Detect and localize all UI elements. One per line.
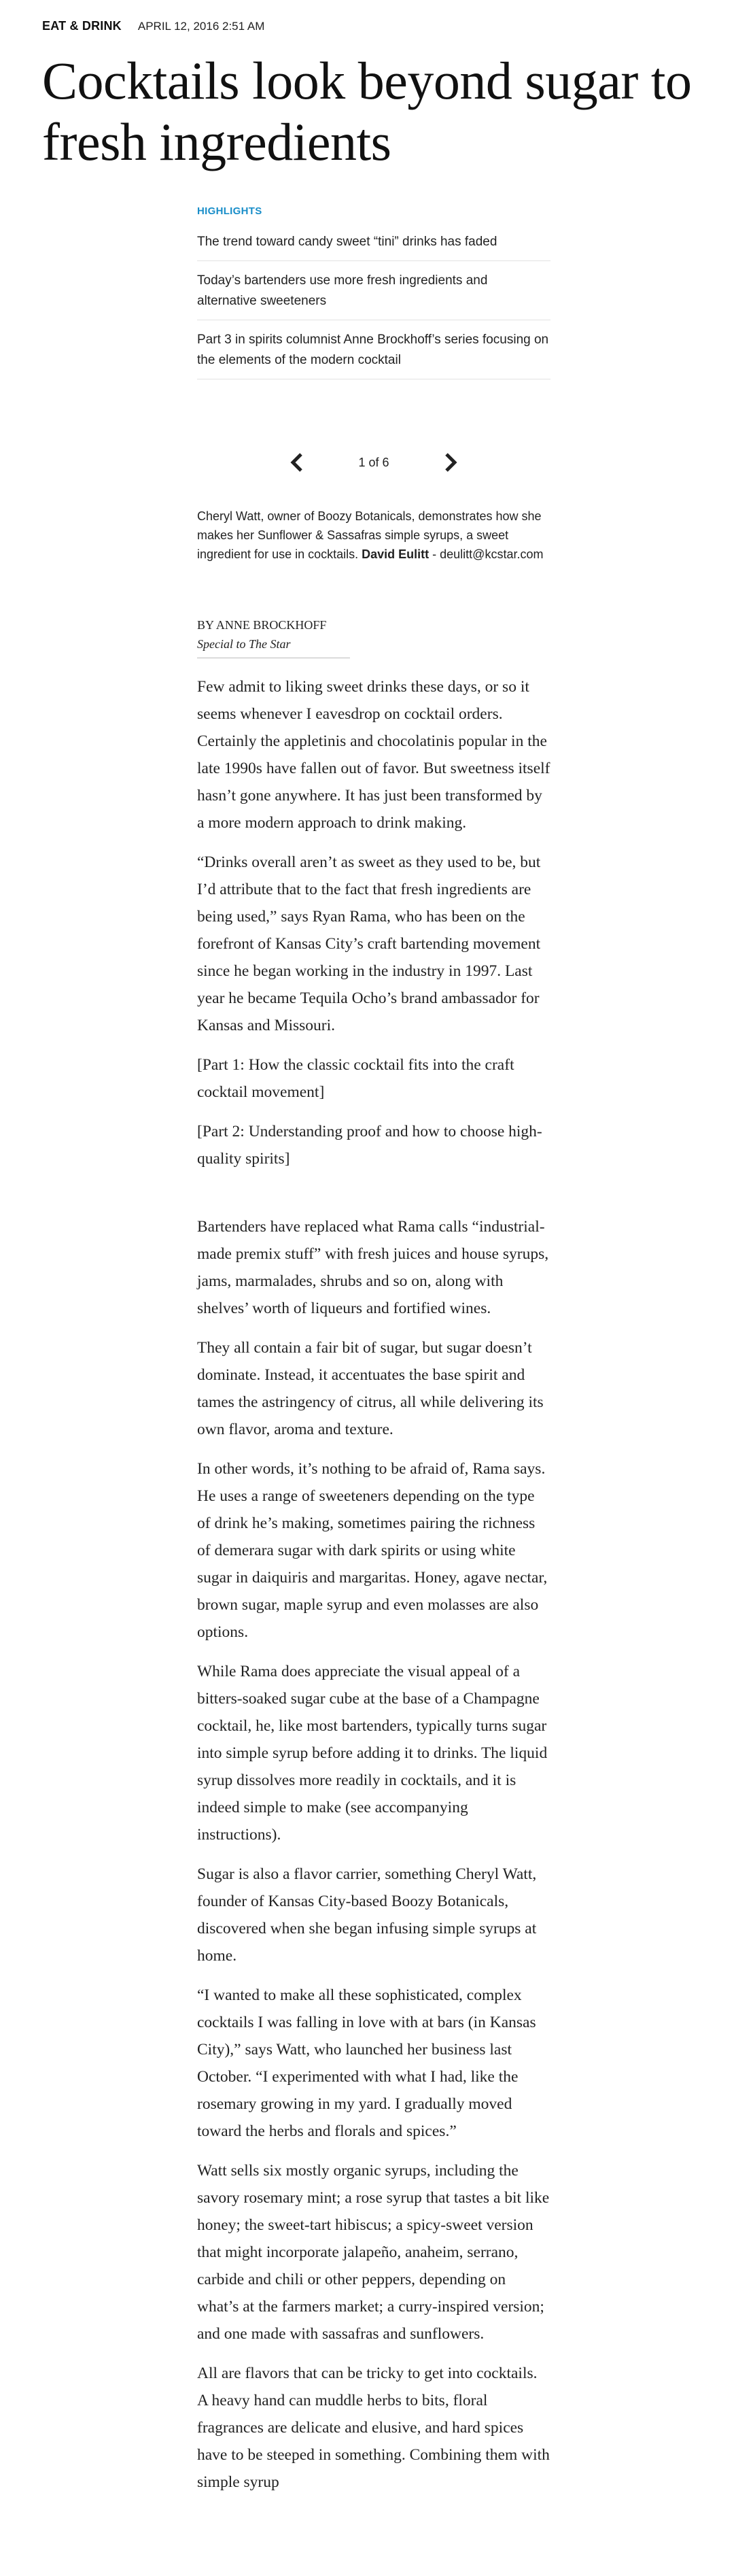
paragraph: Few admit to liking sweet drinks these days, or so it seems whenever I eavesdrop on cocktail orders. Certainly the appletinis and chocolatinis popular in the late 1990s have fallen out of favor. But sweetness itself hasn’t gone anywhere. It has just been transformed by a more modern approach to drink making.	[197, 678, 550, 832]
paragraph: In other words, it’s nothing to be afraid of, Rama says. He uses a range of sweeteners depending on the type of drink he’s making, sometimes pairing the richness of demerara sugar with dark spirits or using white sugar in daiquiris and margaritas. Honey, agave nectar, brown sugar, maple syrup and even molasses are also options.	[197, 1460, 548, 1641]
chevron-left-icon	[289, 452, 305, 473]
paragraph: “I wanted to make all these sophisticated, complex cocktails I was falling in love with at bars (in Kansas City),” says Watt, who launched her business last October. “I experimented with what I had, like the rosemary growing in my yard. I gradually moved toward the herbs and florals and spices.”	[197, 1986, 536, 2140]
related-link-part-1[interactable]: [Part 1: How the classic cocktail fits into the craft cocktail movement]	[197, 1056, 514, 1101]
caption-text: Cheryl Watt, owner of Boozy Botanicals, demonstrates how she makes her Sunflower & Sassafras simple syrups, a sweet ingredient for use in cocktails.	[197, 509, 542, 561]
chevron-right-icon	[442, 452, 459, 473]
paragraph: Watt sells six mostly organic syrups, including the savory rosemary mint; a rose syrup that tastes a bit like honey; the sweet-tart hibiscus; a spicy-sweet version that might incorporate jalapeño, anaheim, serrano, carbide and chili or other peppers, depending on what’s at the farmers market; a curry-inspired version; and one made with sassafras and sunflowers.	[197, 2162, 550, 2343]
paragraph: While Rama does appreciate the visual appeal of a bitters-soaked sugar cube at the base of a Champagne cocktail, he, like most bartenders, typically turns sugar into simple syrup before adding it to drinks. The liquid syrup dissolves more readily in cocktails, and it is indeed simple to make (see accompanying instructions).	[197, 1663, 548, 1844]
highlight-item: The trend toward candy sweet “tini” drinks has faded	[197, 222, 550, 261]
article-headline: Cocktails look beyond sugar to fresh ingredients	[42, 51, 692, 171]
gallery-prev-button[interactable]	[283, 449, 311, 476]
paragraph: “Drinks overall aren’t as sweet as they used to be, but I’d attribute that to the fact that fresh ingredients are being used,” says Ryan Rama, who has been on the forefront of Kansas City’s craft bartending movement since he began working in the industry in 1997. Last year he became Tequila Ocho’s brand ambassador for Kansas and Missouri.	[197, 853, 541, 1034]
photo-credit-contact: - deulitt@kcstar.com	[429, 547, 544, 561]
paragraph: Sugar is also a flavor carrier, something Cheryl Watt, founder of Kansas City-based Boozy Botanicals, discovered when she began infusing simple syrups at home.	[197, 1865, 537, 1965]
paragraph: They all contain a fair bit of sugar, but sugar doesn’t dominate. Instead, it accentuates the base spirit and tames the astringency of citrus, all while delivering its own flavor, aroma and texture.	[197, 1339, 544, 1438]
paragraph: Bartenders have replaced what Rama calls “industrial-made premix stuff” with fresh juices and house syrups, jams, marmalades, shrubs and so on, along with shelves’ worth of liqueurs and fortified wines.	[197, 1218, 549, 1317]
highlights-title: HIGHLIGHTS	[197, 205, 262, 217]
photo-credit-name: David Eulitt	[362, 547, 430, 561]
byline-author: BY ANNE BROCKHOFF	[197, 618, 327, 632]
byline	[197, 615, 550, 658]
highlight-item: Part 3 in spirits columnist Anne Brockhoff’s series focusing on the elements of the modern cocktail	[197, 320, 550, 379]
gallery-nav	[197, 442, 550, 483]
highlight-item: Today’s bartenders use more fresh ingredients and alternative sweeteners	[197, 261, 550, 320]
highlights-box	[197, 205, 550, 379]
gallery-counter: 1 of 6	[358, 455, 389, 469]
photo-caption	[197, 507, 550, 564]
byline-affiliation: Special to The Star	[197, 637, 291, 651]
publish-timestamp: APRIL 12, 2016 2:51 AM	[137, 20, 265, 33]
related-link-part-2[interactable]: [Part 2: Understanding proof and how to choose high-quality spirits]	[197, 1123, 542, 1168]
article-meta	[42, 19, 264, 33]
paragraph: All are flavors that can be tricky to get into cocktails. A heavy hand can muddle herbs to bits, floral fragrances are delicate and elusive, and hard spices have to be steeped in something. Combining them with simple syrup	[197, 2365, 550, 2491]
gallery-next-button[interactable]	[437, 449, 464, 476]
section-link[interactable]: EAT & DRINK	[42, 19, 122, 33]
article-body	[197, 673, 550, 2508]
